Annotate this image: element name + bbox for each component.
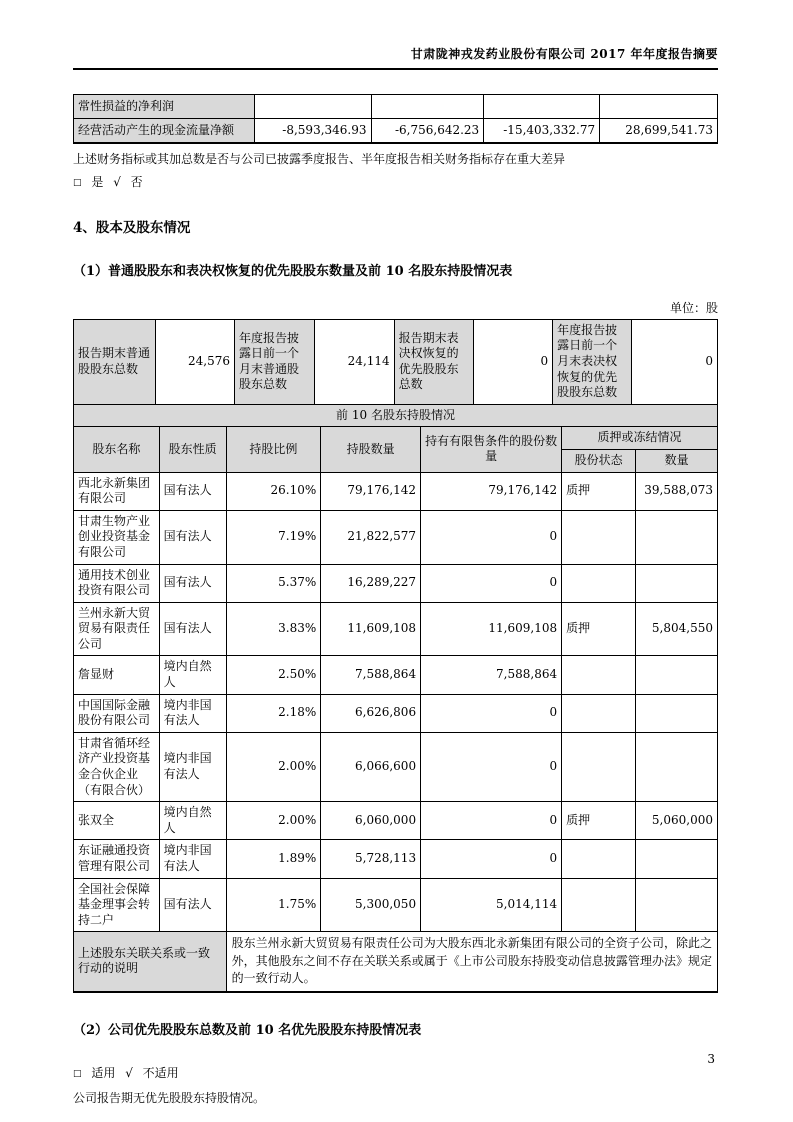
shareholder-row (74, 510, 718, 564)
yes-label: 是 (91, 174, 104, 189)
shareholder-row (74, 472, 718, 510)
relation-note-row (74, 932, 718, 991)
cell-pledge-qty (636, 732, 718, 801)
cell-name: 甘肃省循环经济产业投资基金合伙企业（有限合伙） (74, 732, 160, 801)
top10-banner: 前 10 名股东持股情况 (74, 404, 718, 427)
cell-nature: 境内自然人 (159, 656, 226, 694)
table-header-row (74, 427, 718, 450)
top10-detail-table (73, 404, 718, 992)
summary-label: 报告期末普通股股东总数 (74, 319, 156, 404)
table-row (74, 95, 718, 119)
checkmark-icon: √ (125, 1065, 133, 1080)
shareholder-row (74, 602, 718, 656)
value-cell (254, 95, 371, 119)
table-row (74, 404, 718, 427)
section-4-2-title: （2）公司优先股股东总数及前 10 名优先股股东持股情况表 (73, 1022, 422, 1038)
relation-note-label: 上述股东关联关系或一致行动的说明 (74, 932, 227, 991)
cell-quantity: 21,822,577 (321, 510, 421, 564)
cell-pledge-qty (636, 878, 718, 932)
cell-name: 甘肃生物产业创业投资基金有限公司 (74, 510, 160, 564)
cell-pledge-status: 质押 (562, 602, 636, 656)
cell-restricted: 0 (421, 802, 562, 840)
cell-pledge-status (562, 564, 636, 602)
cell-name: 全国社会保障基金理事会转持二户 (74, 878, 160, 932)
cell-pledge-status (562, 732, 636, 801)
row-label: 经营活动产生的现金流量净额 (74, 119, 255, 143)
col-header-quantity: 持股数量 (321, 427, 421, 472)
col-header-pledge-status: 股份状态 (562, 449, 636, 472)
cell-name: 张双全 (74, 802, 160, 840)
table-row (74, 319, 718, 404)
value-cell (600, 95, 718, 119)
summary-value: 24,576 (155, 319, 234, 404)
value-cell (484, 95, 600, 119)
summary-label: 报告期末表决权恢复的优先股股东总数 (394, 319, 473, 404)
col-header-ratio: 持股比例 (226, 427, 321, 472)
cell-restricted: 0 (421, 840, 562, 878)
cell-nature: 国有法人 (159, 878, 226, 932)
cell-quantity: 11,609,108 (321, 602, 421, 656)
value-cell: -6,756,642.23 (371, 119, 484, 143)
cell-pledge-qty (636, 694, 718, 732)
cell-pledge-status (562, 694, 636, 732)
cell-ratio: 2.18% (226, 694, 321, 732)
value-cell (371, 95, 484, 119)
cell-name: 西北永新集团有限公司 (74, 472, 160, 510)
cell-pledge-qty: 5,060,000 (636, 802, 718, 840)
no-preferred-statement: 公司报告期无优先股股东持股情况。 (73, 1090, 266, 1105)
cell-pledge-status (562, 878, 636, 932)
col-header-name: 股东名称 (74, 427, 160, 472)
cell-restricted: 79,176,142 (421, 472, 562, 510)
shareholder-row (74, 878, 718, 932)
cell-restricted: 11,609,108 (421, 602, 562, 656)
summary-value: 0 (632, 319, 718, 404)
cell-name: 东证融通投资管理有限公司 (74, 840, 160, 878)
cell-pledge-qty (636, 656, 718, 694)
unit-label: 单位：股 (669, 300, 718, 315)
cell-quantity: 6,626,806 (321, 694, 421, 732)
cell-name: 中国国际金融股份有限公司 (74, 694, 160, 732)
page-number: 3 (707, 1052, 715, 1066)
cell-restricted: 7,588,864 (421, 656, 562, 694)
cell-name: 兰州永新大贸贸易有限责任公司 (74, 602, 160, 656)
cell-ratio: 1.75% (226, 878, 321, 932)
cell-restricted: 0 (421, 564, 562, 602)
report-header-title: 甘肃陇神戎发药业股份有限公司 2017 年年度报告摘要 (73, 45, 718, 70)
cell-nature: 国有法人 (159, 472, 226, 510)
shareholder-row (74, 732, 718, 801)
cell-ratio: 2.00% (226, 732, 321, 801)
cell-pledge-qty (636, 510, 718, 564)
cell-nature: 境内自然人 (159, 802, 226, 840)
shareholder-summary-table (73, 319, 718, 405)
summary-label: 年度报告披露日前一个月末表决权恢复的优先股股东总数 (553, 319, 632, 404)
applicable-choice (73, 1064, 718, 1081)
shareholder-row (74, 694, 718, 732)
checkbox-unchecked-icon: □ (73, 1068, 82, 1079)
cell-quantity: 5,728,113 (321, 840, 421, 878)
difference-statement: 上述财务指标或其加总数是否与公司已披露季度报告、半年度报告相关财务指标存在重大差异 (73, 152, 566, 166)
cell-name: 通用技术创业投资有限公司 (74, 564, 160, 602)
relation-note-content: 股东兰州永新大贸贸易有限责任公司为大股东西北永新集团有限公司的全资子公司，除此之外，其他股东之间不存在关联关系或属于《上市公司股东持股变动信息披露管理办法》规定的一致行动人。 (226, 932, 717, 991)
cell-quantity: 6,060,000 (321, 802, 421, 840)
cell-nature: 国有法人 (159, 564, 226, 602)
col-header-restricted: 持有有限售条件的股份数量 (421, 427, 562, 472)
checkmark-icon: √ (113, 174, 121, 189)
cell-nature: 国有法人 (159, 602, 226, 656)
cell-ratio: 2.50% (226, 656, 321, 694)
applicable-label: 适用 (91, 1065, 116, 1080)
cell-pledge-status: 质押 (562, 472, 636, 510)
cell-name: 詹显财 (74, 656, 160, 694)
cell-ratio: 1.89% (226, 840, 321, 878)
cell-nature: 境内非国有法人 (159, 694, 226, 732)
table-row (74, 119, 718, 143)
col-header-pledge-group: 质押或冻结情况 (562, 427, 718, 450)
col-header-pledge-quantity: 数量 (636, 449, 718, 472)
cell-quantity: 16,289,227 (321, 564, 421, 602)
summary-label: 年度报告披露日前一个月末普通股股东总数 (234, 319, 314, 404)
yes-no-choice (73, 173, 718, 190)
cell-pledge-qty: 5,804,550 (636, 602, 718, 656)
cell-quantity: 5,300,050 (321, 878, 421, 932)
no-label: 否 (130, 174, 143, 189)
cell-quantity: 79,176,142 (321, 472, 421, 510)
section-4-1-title: （1）普通股股东和表决权恢复的优先股股东数量及前 10 名股东持股情况表 (73, 263, 513, 279)
shareholder-row (74, 840, 718, 878)
cell-ratio: 5.37% (226, 564, 321, 602)
checkbox-unchecked-icon: □ (73, 177, 82, 188)
shareholder-row (74, 564, 718, 602)
cell-pledge-status: 质押 (562, 802, 636, 840)
cell-ratio: 26.10% (226, 472, 321, 510)
shareholder-row (74, 802, 718, 840)
cell-pledge-qty (636, 840, 718, 878)
cell-pledge-qty: 39,588,073 (636, 472, 718, 510)
cell-pledge-status (562, 656, 636, 694)
cell-nature: 境内非国有法人 (159, 732, 226, 801)
cell-quantity: 6,066,600 (321, 732, 421, 801)
cell-restricted: 0 (421, 694, 562, 732)
cell-ratio: 2.00% (226, 802, 321, 840)
shareholder-row (74, 656, 718, 694)
cell-ratio: 7.19% (226, 510, 321, 564)
cell-restricted: 0 (421, 732, 562, 801)
financial-indicators-table (73, 94, 718, 144)
cell-pledge-qty (636, 564, 718, 602)
not-applicable-label: 不适用 (142, 1065, 179, 1080)
summary-value: 24,114 (314, 319, 394, 404)
cell-nature: 国有法人 (159, 510, 226, 564)
row-label: 常性损益的净利润 (74, 95, 255, 119)
value-cell: -8,593,346.93 (254, 119, 371, 143)
value-cell: 28,699,541.73 (600, 119, 718, 143)
cell-nature: 境内非国有法人 (159, 840, 226, 878)
value-cell: -15,403,332.77 (484, 119, 600, 143)
cell-restricted: 0 (421, 510, 562, 564)
section-4-title: 4、股本及股东情况 (73, 219, 191, 236)
cell-quantity: 7,588,864 (321, 656, 421, 694)
summary-value: 0 (473, 319, 552, 404)
cell-ratio: 3.83% (226, 602, 321, 656)
cell-restricted: 5,014,114 (421, 878, 562, 932)
cell-pledge-status (562, 510, 636, 564)
cell-pledge-status (562, 840, 636, 878)
top10-shareholders-table (73, 319, 718, 993)
col-header-nature: 股东性质 (159, 427, 226, 472)
